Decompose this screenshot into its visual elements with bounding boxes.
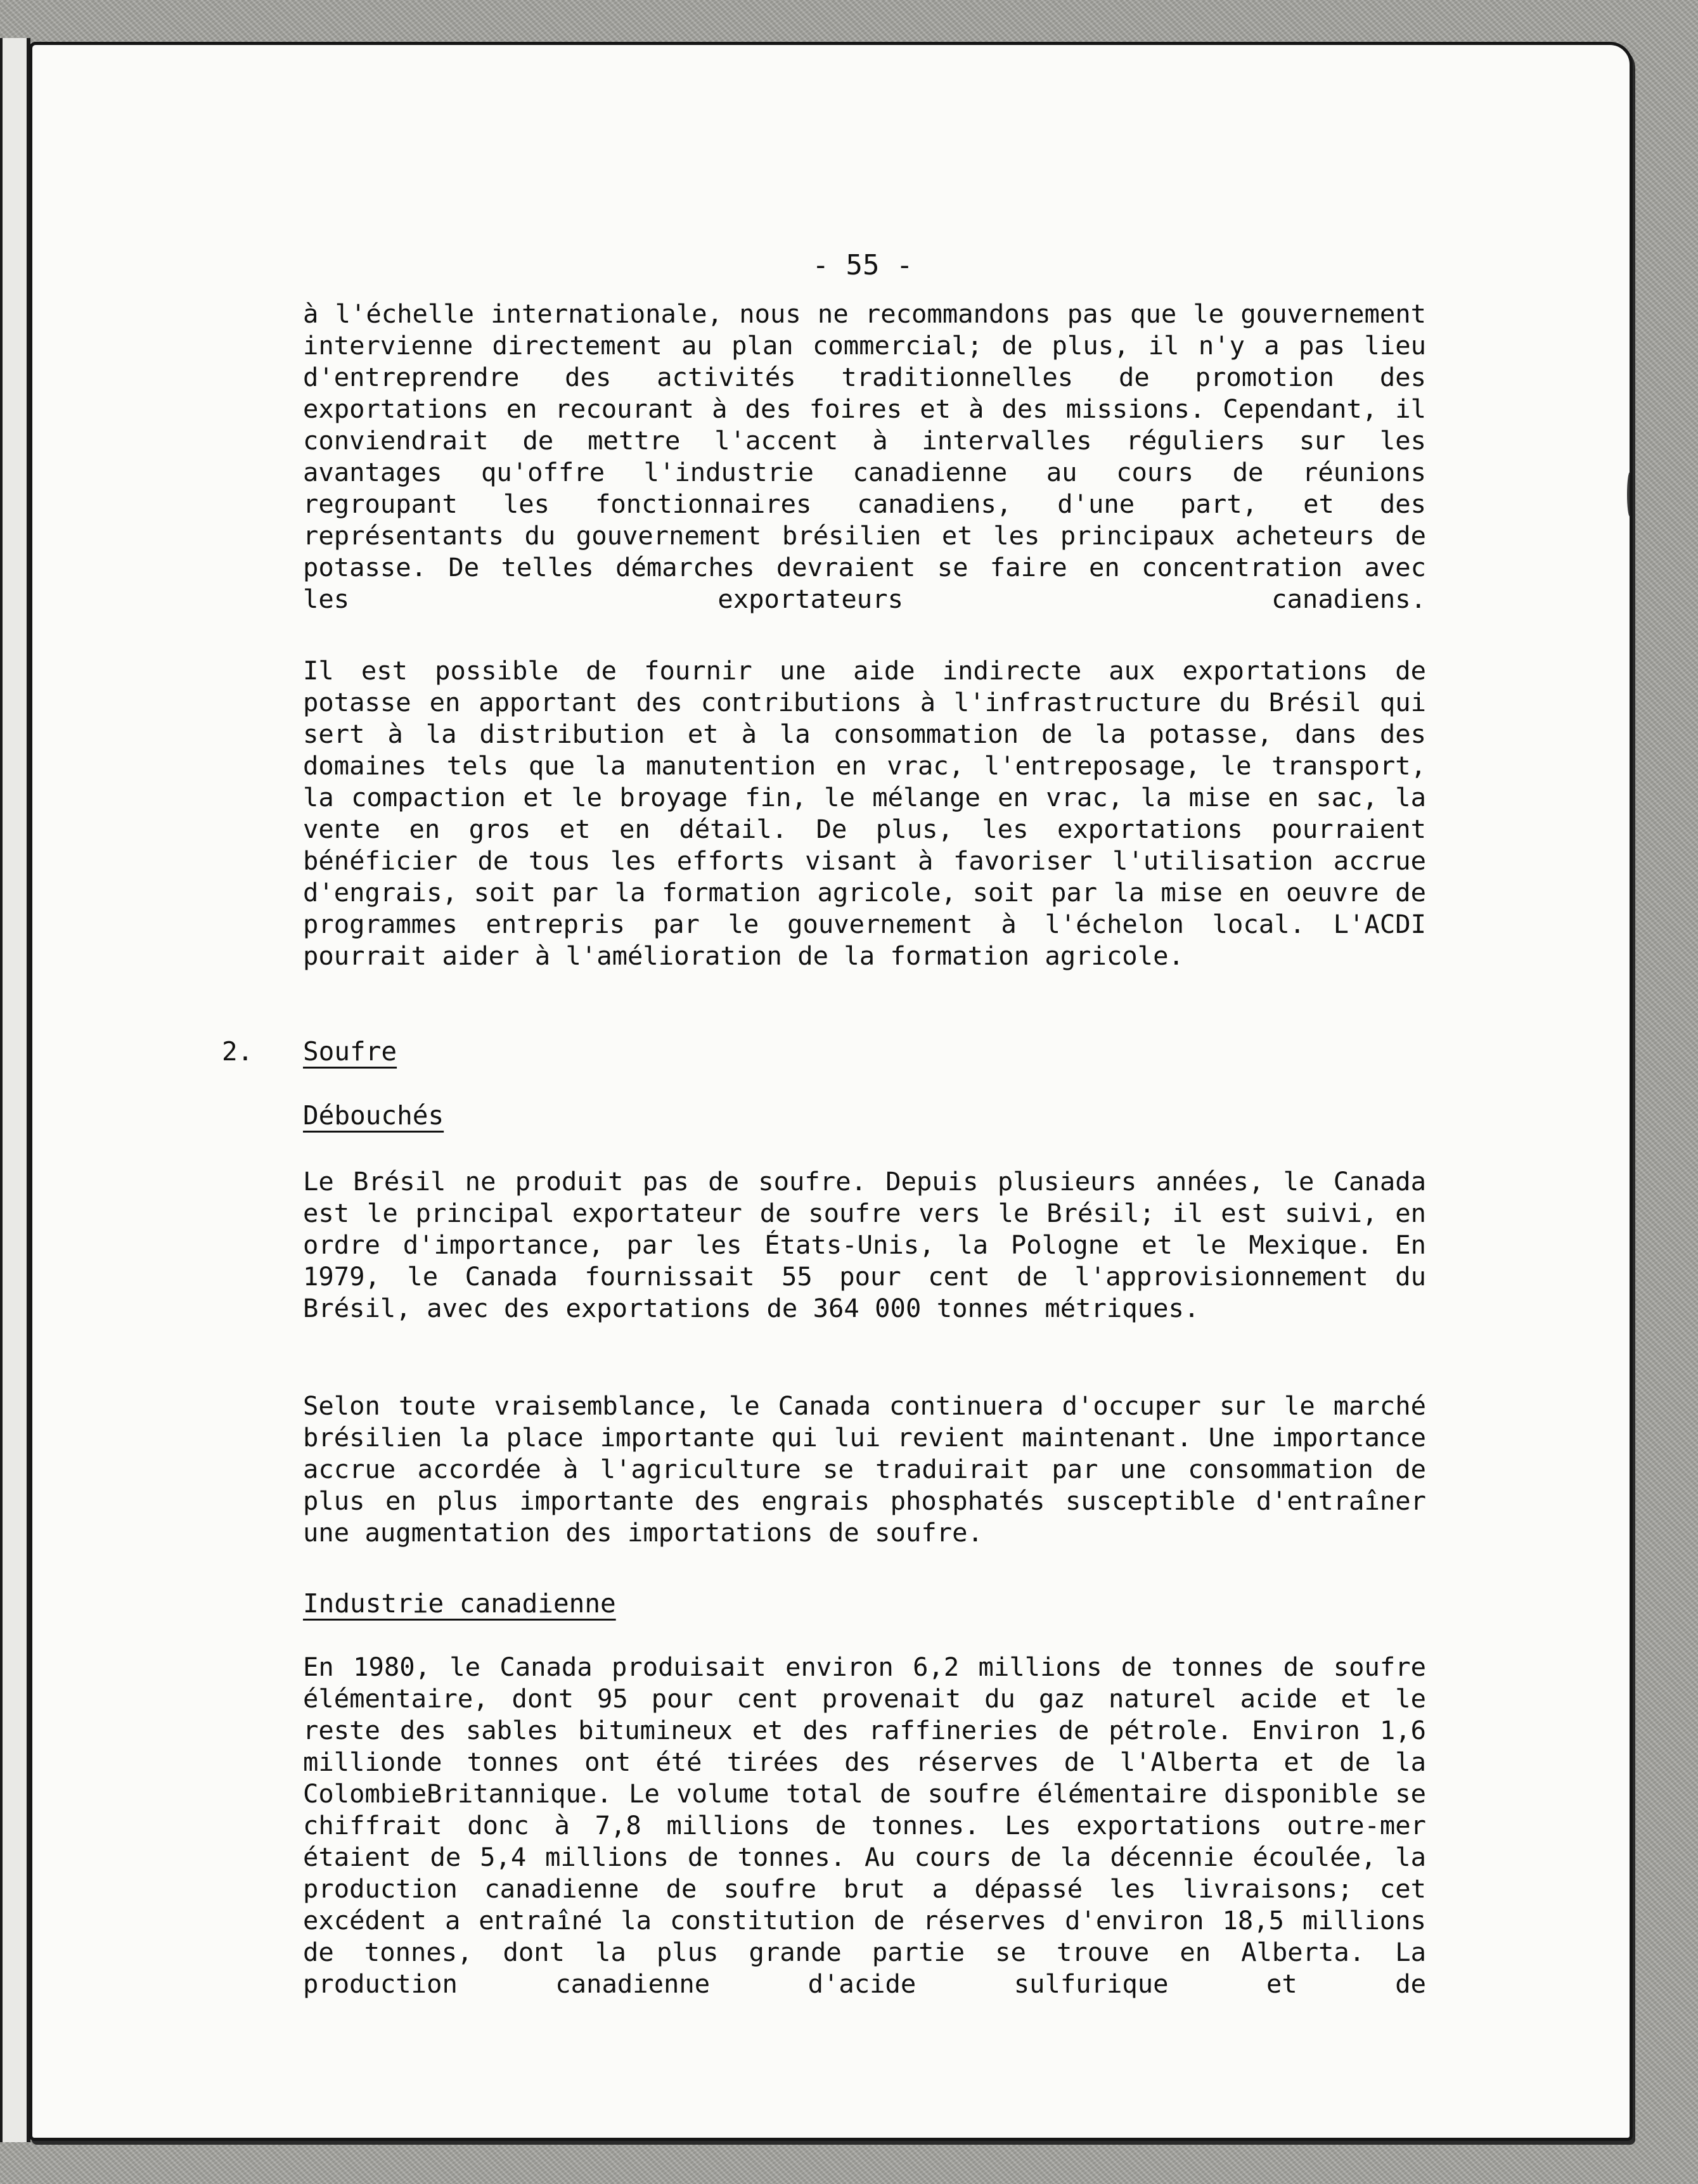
paragraph-industrie-1: En 1980, le Canada produisait environ 6,2 millions de tonnes de soufre élémentaire, dont 95 pour cent provenait du gaz naturel acide et le reste des sables bitumineux et des raffineries de pétrole. Environ 1,6 millionde tonnes ont été tirées des réserves de l'Alberta et de la ColombieBritannique. Le volume total de soufre élémentaire disponible se chiffrait donc à 7,8 millions de tonnes. Les exportations outre-mer étaient de 5,4 millions de tonnes. Au cours de la décennie écoulée, la production canadienne de soufre brut a dépassé les livraisons; cet excédent a entraîné la constitution de réserves d'environ 18,5 millions de tonnes, dont la plus grande partie se trouve en Alberta. La production canadienne d'acide sulfurique et de — [303, 1652, 1426, 1999]
page-number: - 55 - — [812, 249, 913, 281]
paragraph-potash-promotion: à l'échelle internationale, nous ne recommandons pas que le gouvernement intervienne directement au plan commercial; de plus, il n'y a pas lieu d'entreprendre des activités traditionnelles de promotion des exportations en recourant à des foires et à des missions. Cependant, il conviendrait de mettre l'accent à intervalles réguliers sur les avantages qu'offre l'industrie canadienne au cours de réunions regroupant les fonctionnaires canadiens, d'une part, et des représentants du gouvernement brésilien et les principaux acheteurs de potasse. De telles démarches devraient se faire en concentration avec les exportateurs canadiens. — [303, 299, 1426, 614]
section-number: 2. — [222, 1036, 254, 1067]
subsection-title-debouches: Débouchés — [303, 1100, 444, 1131]
paragraph-debouches-2: Selon toute vraisemblance, le Canada continuera d'occuper sur le marché brésilien la place importante qui lui revient maintenant. Une importance accrue accordée à l'agriculture se traduirait par une consommation de plus en plus importante des engrais phosphatés susceptible d'entraîner une augmentation des importations de soufre. — [303, 1391, 1426, 1548]
paragraph-debouches-1: Le Brésil ne produit pas de soufre. Depuis plusieurs années, le Canada est le principal exportateur de soufre vers le Brésil; il est suivi, en ordre d'importance, par les États-Unis, la Pologne et le Mexique. En 1979, le Canada fournissait 55 pour cent de l'approvisionnement du Brésil, avec des exportations de 364 000 tonnes métriques. — [303, 1166, 1426, 1323]
section-title: Soufre — [303, 1036, 397, 1067]
binder-edge — [0, 38, 30, 2142]
paragraph-indirect-aid: Il est possible de fournir une aide indirecte aux exportations de potasse en apportant des contributions à l'infrastructure du Brésil qui sert à la distribution et à la consommation de la potasse, dans des domaines tels que la manutention en vrac, l'entreposage, le transport, la compaction et le broyage fin, le mélange en vrac, la mise en sac, la vente en gros et en détail. De plus, les exportations pourraient bénéficier de tous les efforts visant à favoriser l'utilisation accrue d'engrais, soit par la formation agricole, soit par la mise en oeuvre de programmes entrepris par le gouvernement à l'échelon local. L'ACDI pourrait aider à l'amélioration de la formation agricole. — [303, 655, 1426, 971]
margin-mark — [1627, 472, 1633, 517]
subsection-title-industrie: Industrie canadienne — [303, 1588, 616, 1619]
